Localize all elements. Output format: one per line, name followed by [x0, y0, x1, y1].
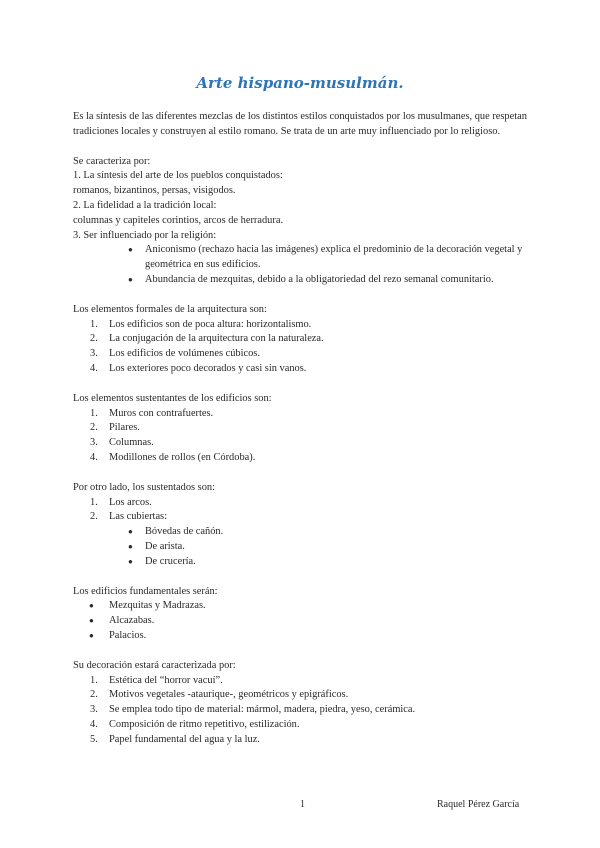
- list-item: [73, 703, 533, 718]
- bullet-list: [73, 599, 533, 643]
- list-number: 3.: [90, 437, 98, 449]
- list-item-text: Los edificios de volúmenes cúbicos.: [109, 348, 260, 360]
- list-item: [73, 688, 533, 703]
- list-item-text: Los arcos.: [109, 496, 152, 508]
- list-item-detail: romanos, bizantinos, persas, visigodos.: [73, 185, 236, 197]
- list-item-detail: columnas y capiteles corintios, arcos de herradura.: [73, 214, 284, 226]
- list-item: ● De arista.: [73, 540, 533, 555]
- list-item-text: Los edificios son de poca altura: horizontalismo.: [109, 318, 312, 330]
- list-item-text: Papel fundamental del agua y la luz.: [109, 733, 260, 745]
- list-item-text: Se emplea todo tipo de material: mármol, madera, piedra, yeso, cerámica.: [109, 704, 416, 716]
- list-item: [73, 362, 533, 377]
- list-item: 2. La fidelidad a la tradición local:: [73, 199, 217, 211]
- list-item-text: Las cubiertas:: [109, 511, 167, 523]
- list-item: ● De crucería.: [73, 555, 533, 570]
- bullet-list: [73, 243, 533, 287]
- list-item-text: Los exteriores poco decorados y casi sin vanos.: [109, 362, 307, 374]
- list-item: [73, 496, 533, 511]
- section-heading: Los elementos sustentantes de los edificios son:: [73, 392, 272, 404]
- list-item: [73, 674, 533, 689]
- list-number: 1.: [90, 407, 98, 419]
- list-number: 1.: [90, 674, 98, 686]
- list-number: 4.: [90, 362, 98, 374]
- numbered-list: [73, 674, 533, 748]
- list-number: 2.: [90, 511, 98, 523]
- list-item: [73, 407, 533, 422]
- list-item: [73, 332, 533, 347]
- document-title: Arte hispano-musulmán.: [196, 74, 404, 92]
- list-item: [73, 733, 533, 748]
- page-number: 1: [300, 799, 305, 810]
- numbered-list: [73, 407, 533, 466]
- numbered-list: [73, 318, 533, 377]
- section-caracteriza: [73, 155, 533, 288]
- section-heading: Su decoración estará caracterizada por:: [73, 659, 236, 671]
- list-item-text: Columnas.: [109, 437, 154, 449]
- section-sustentados: [73, 481, 533, 570]
- list-item: ● Alcazabas.: [73, 614, 533, 629]
- list-item-text: Estética del “horror vacuí”.: [109, 674, 223, 686]
- list-item: [73, 421, 533, 436]
- intro-paragraph: Es la síntesis de las diferentes mezclas de los distintos estilos conquistados por los musulmanes, que respetan tradiciones locales y construyen al estilo romano. Se trata de un arte muy influenciado por lo religioso.: [73, 111, 527, 137]
- list-item-text: La conjugación de la arquitectura con la naturaleza.: [109, 333, 324, 345]
- author-name: Raquel Pérez García: [437, 799, 520, 810]
- list-item-text: Pilares.: [109, 422, 140, 434]
- list-item: ● Abundancia de mezquitas, debido a la obligatoriedad del rezo semanal comunitario.: [73, 273, 533, 288]
- section-heading: Se caracteriza por:: [73, 155, 151, 167]
- section-heading: Los elementos formales de la arquitectura son:: [73, 303, 267, 315]
- list-number: 1.: [90, 496, 98, 508]
- list-item: ● Bóvedas de cañón.: [73, 525, 533, 540]
- section-decoracion: [73, 659, 533, 748]
- list-number: 3.: [90, 704, 98, 716]
- section-heading: Por otro lado, los sustentados son:: [73, 481, 216, 493]
- list-item: ● Palacios.: [73, 629, 533, 644]
- document-body: [73, 110, 533, 747]
- section-formales: [73, 303, 533, 377]
- list-item: ● Mezquitas y Madrazas.: [73, 599, 533, 614]
- section-fundamentales: [73, 585, 533, 644]
- list-number: 2.: [90, 333, 98, 345]
- list-item: 3. Ser influenciado por la religión:: [73, 229, 217, 241]
- list-item-text: Modillones de rollos (en Córdoba).: [109, 451, 256, 463]
- list-item-text: Muros con contrafuertes.: [109, 407, 214, 419]
- list-number: 2.: [90, 689, 98, 701]
- list-number: 4.: [90, 451, 98, 463]
- list-item-text: Motivos vegetales -ataurique-, geométricos y epigráficos.: [109, 689, 349, 701]
- list-item: ● Aniconismo (rechazo hacia las imágenes) explica el predominio de la decoración vegetal y geométrica en sus edificios.: [73, 243, 533, 273]
- list-item: [73, 718, 533, 733]
- list-number: 2.: [90, 422, 98, 434]
- list-number: 3.: [90, 348, 98, 360]
- list-item: 1. La síntesis del arte de los pueblos conquistados:: [73, 170, 283, 182]
- list-item-text: Composición de ritmo repetitivo, estilización.: [109, 718, 300, 730]
- list-item: [73, 318, 533, 333]
- list-item: [73, 510, 533, 525]
- section-heading: Los edificios fundamentales serán:: [73, 585, 218, 597]
- section-sustentantes: [73, 392, 533, 466]
- list-number: 1.: [90, 318, 98, 330]
- bullet-list: [73, 525, 533, 569]
- list-item: [73, 451, 533, 466]
- list-number: 5.: [90, 733, 98, 745]
- list-number: 4.: [90, 718, 98, 730]
- list-item: [73, 436, 533, 451]
- numbered-list: [73, 496, 533, 526]
- list-item: [73, 347, 533, 362]
